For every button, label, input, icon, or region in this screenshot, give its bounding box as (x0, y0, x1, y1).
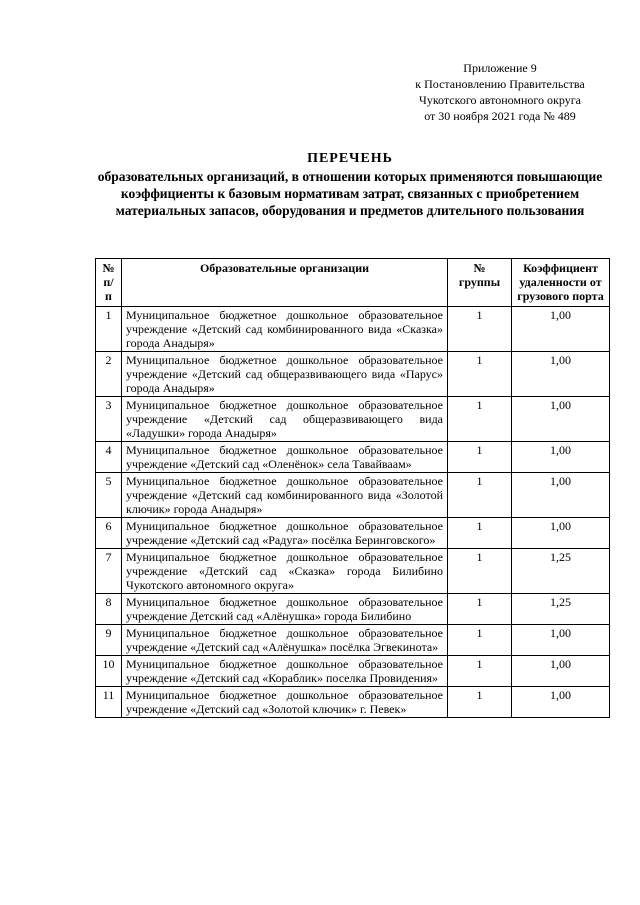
row-number: 3 (96, 397, 122, 442)
coefficient: 1,00 (512, 518, 610, 549)
table-body (96, 307, 610, 718)
org-name: Муниципальное бюджетное дошкольное образовательное учреждение «Детский сад общеразвивающего вида «Ладушки» города Анадыря» (122, 397, 448, 442)
group-number: 1 (448, 397, 512, 442)
table-row (96, 518, 610, 549)
org-name: Муниципальное бюджетное дошкольное образовательное учреждение «Детский сад «Золотой ключик» г. Певек» (122, 687, 448, 718)
org-name: Муниципальное бюджетное дошкольное образовательное учреждение «Детский сад «Оленёнок» села Тавайваам» (122, 442, 448, 473)
coefficient: 1,25 (512, 549, 610, 594)
appendix-line: от 30 ноября 2021 года № 489 (424, 109, 576, 123)
header-coef: Коэффициент удаленности от грузового порта (512, 259, 610, 307)
group-number: 1 (448, 687, 512, 718)
appendix-line: Чукотского автономного округа (419, 93, 581, 107)
row-number: 6 (96, 518, 122, 549)
row-number: 5 (96, 473, 122, 518)
row-number: 9 (96, 625, 122, 656)
title-subtitle: образовательных организаций, в отношении которых применяются повышающие коэффициенты к базовым нормативам затрат, связанных с приобретением материальных запасов, оборудования и предметов длительного пользования (97, 169, 603, 218)
row-number: 1 (96, 307, 122, 352)
coefficient: 1,00 (512, 352, 610, 397)
group-number: 1 (448, 625, 512, 656)
org-name: Муниципальное бюджетное дошкольное образовательное учреждение «Детский сад комбинированного вида «Золотой ключик» города Анадыря» (122, 473, 448, 518)
coefficient: 1,00 (512, 625, 610, 656)
table-row (96, 307, 610, 352)
appendix-line: Приложение 9 (463, 61, 537, 75)
row-number: 4 (96, 442, 122, 473)
coefficient: 1,00 (512, 307, 610, 352)
table-header-row (96, 259, 610, 307)
table-row (96, 594, 610, 625)
table-row (96, 687, 610, 718)
table-row (96, 656, 610, 687)
appendix-line: к Постановлению Правительства (415, 77, 585, 91)
row-number: 7 (96, 549, 122, 594)
table-row (96, 549, 610, 594)
coefficient: 1,00 (512, 473, 610, 518)
group-number: 1 (448, 549, 512, 594)
group-number: 1 (448, 518, 512, 549)
coefficient: 1,00 (512, 442, 610, 473)
header-org: Образовательные организации (122, 259, 448, 307)
group-number: 1 (448, 656, 512, 687)
org-name: Муниципальное бюджетное дошкольное образовательное учреждение «Детский сад «Сказка» города Билибино Чукотского автономного округа» (122, 549, 448, 594)
org-name: Муниципальное бюджетное дошкольное образовательное учреждение «Детский сад «Алёнушка» посёлка Эгвекинота» (122, 625, 448, 656)
org-name: Муниципальное бюджетное дошкольное образовательное учреждение «Детский сад общеразвивающего вида «Парус» города Анадыря» (122, 352, 448, 397)
group-number: 1 (448, 442, 512, 473)
table-row (96, 625, 610, 656)
organizations-table (95, 258, 610, 718)
row-number: 8 (96, 594, 122, 625)
org-name: Муниципальное бюджетное дошкольное образовательное учреждение Детский сад «Алёнушка» города Билибино (122, 594, 448, 625)
group-number: 1 (448, 594, 512, 625)
title-heading: ПЕРЕЧЕНЬ (307, 151, 393, 166)
group-number: 1 (448, 473, 512, 518)
table-row (96, 442, 610, 473)
document-title (80, 150, 620, 219)
row-number: 11 (96, 687, 122, 718)
org-name: Муниципальное бюджетное дошкольное образовательное учреждение «Детский сад «Радуга» посёлка Беринговского» (122, 518, 448, 549)
coefficient: 1,25 (512, 594, 610, 625)
table-row (96, 473, 610, 518)
row-number: 10 (96, 656, 122, 687)
table-row (96, 397, 610, 442)
row-number: 2 (96, 352, 122, 397)
org-name: Муниципальное бюджетное дошкольное образовательное учреждение «Детский сад «Кораблик» поселка Провидения» (122, 656, 448, 687)
group-number: 1 (448, 307, 512, 352)
coefficient: 1,00 (512, 687, 610, 718)
group-number: 1 (448, 352, 512, 397)
org-name: Муниципальное бюджетное дошкольное образовательное учреждение «Детский сад комбинированного вида «Сказка» города Анадыря» (122, 307, 448, 352)
coefficient: 1,00 (512, 397, 610, 442)
header-num: № п/п (96, 259, 122, 307)
coefficient: 1,00 (512, 656, 610, 687)
header-group: № группы (448, 259, 512, 307)
table-row (96, 352, 610, 397)
appendix-block (400, 60, 600, 124)
